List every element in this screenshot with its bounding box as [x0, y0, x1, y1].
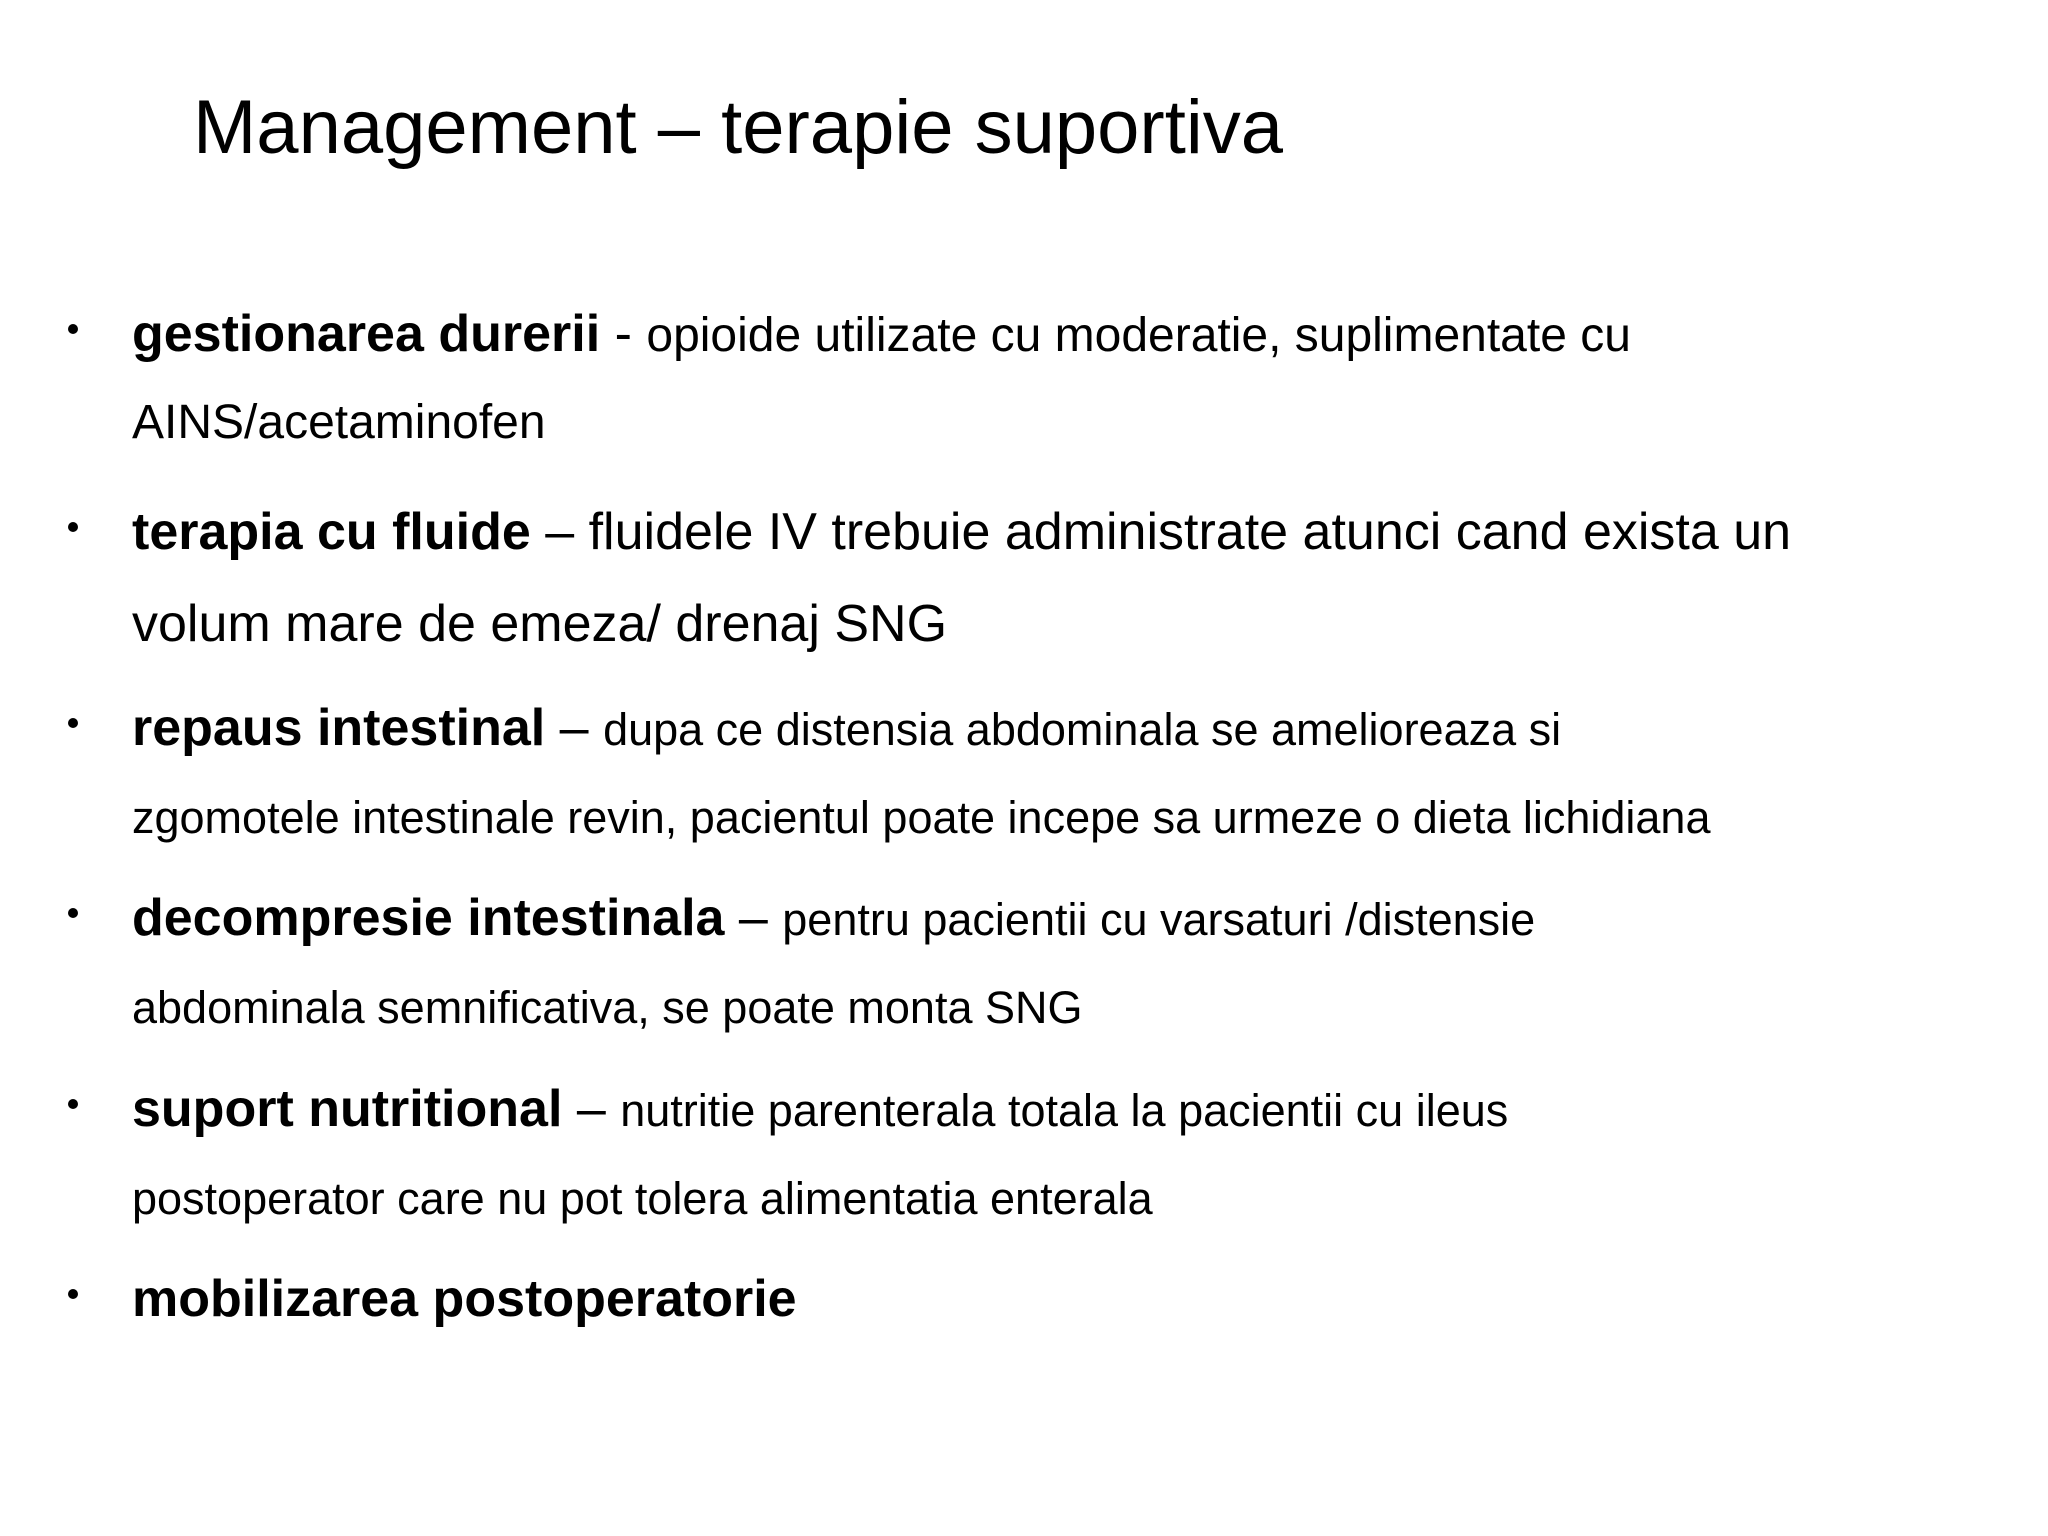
- bullet-dot-icon: [68, 1099, 78, 1109]
- bullet-item: [60, 288, 2040, 486]
- bullet-line: [132, 872, 2040, 964]
- bullet-dot-icon: [68, 908, 78, 918]
- bullet-separator: –: [545, 699, 604, 757]
- bullet-separator: -: [600, 305, 647, 363]
- bullet-separator: –: [530, 503, 589, 561]
- bullet-text: pentru pacientii cu varsaturi /distensie: [782, 894, 1536, 945]
- bullet-item: [60, 486, 2040, 682]
- bullet-line: [132, 1253, 2040, 1345]
- bullet-text: opioide utilizate cu moderatie, suplimentate cu: [646, 309, 1631, 362]
- bullet-line: [132, 288, 2040, 380]
- bullet-item: [60, 1063, 2040, 1253]
- bullet-text: fluidele IV trebuie administrate atunci cand exista un: [588, 503, 1792, 561]
- bullet-separator: –: [724, 889, 783, 947]
- bullet-line-continued: AINS/acetaminofen: [132, 396, 546, 449]
- bullet-list: [60, 288, 2040, 1353]
- bullet-dot-icon: [68, 1289, 78, 1299]
- bullet-item: [60, 872, 2040, 1063]
- bullet-term: repaus intestinal: [132, 699, 546, 757]
- bullet-item: [60, 1253, 2040, 1353]
- bullet-term: suport nutritional: [132, 1080, 563, 1138]
- bullet-item: [60, 682, 2040, 872]
- bullet-term: decompresie intestinala: [132, 889, 725, 947]
- bullet-line-continued: zgomotele intestinale revin, pacientul poate incepe sa urmeze o dieta lichidiana: [132, 792, 1711, 843]
- bullet-text: dupa ce distensia abdominala se amelioreaza si: [603, 704, 1562, 755]
- bullet-line: [132, 682, 2040, 774]
- bullet-text: nutritie parenterala totala la pacientii cu ileus: [620, 1085, 1509, 1136]
- bullet-dot-icon: [68, 324, 78, 334]
- bullet-line-continued: abdominala semnificativa, se poate monta SNG: [132, 982, 1083, 1033]
- bullet-term: mobilizarea postoperatorie: [132, 1270, 797, 1328]
- bullet-term: terapia cu fluide: [132, 503, 531, 561]
- bullet-dot-icon: [68, 718, 78, 728]
- bullet-term: gestionarea durerii: [132, 305, 601, 363]
- bullet-line-continued: postoperator care nu pot tolera alimentatia enterala: [132, 1173, 1153, 1224]
- bullet-separator: –: [562, 1080, 621, 1138]
- bullet-dot-icon: [68, 522, 78, 532]
- slide-title: Management – terapie suportiva: [193, 85, 1283, 170]
- bullet-line-continued: volum mare de emeza/ drenaj SNG: [132, 595, 948, 653]
- bullet-line: [132, 1063, 2040, 1155]
- bullet-line: [132, 486, 2040, 578]
